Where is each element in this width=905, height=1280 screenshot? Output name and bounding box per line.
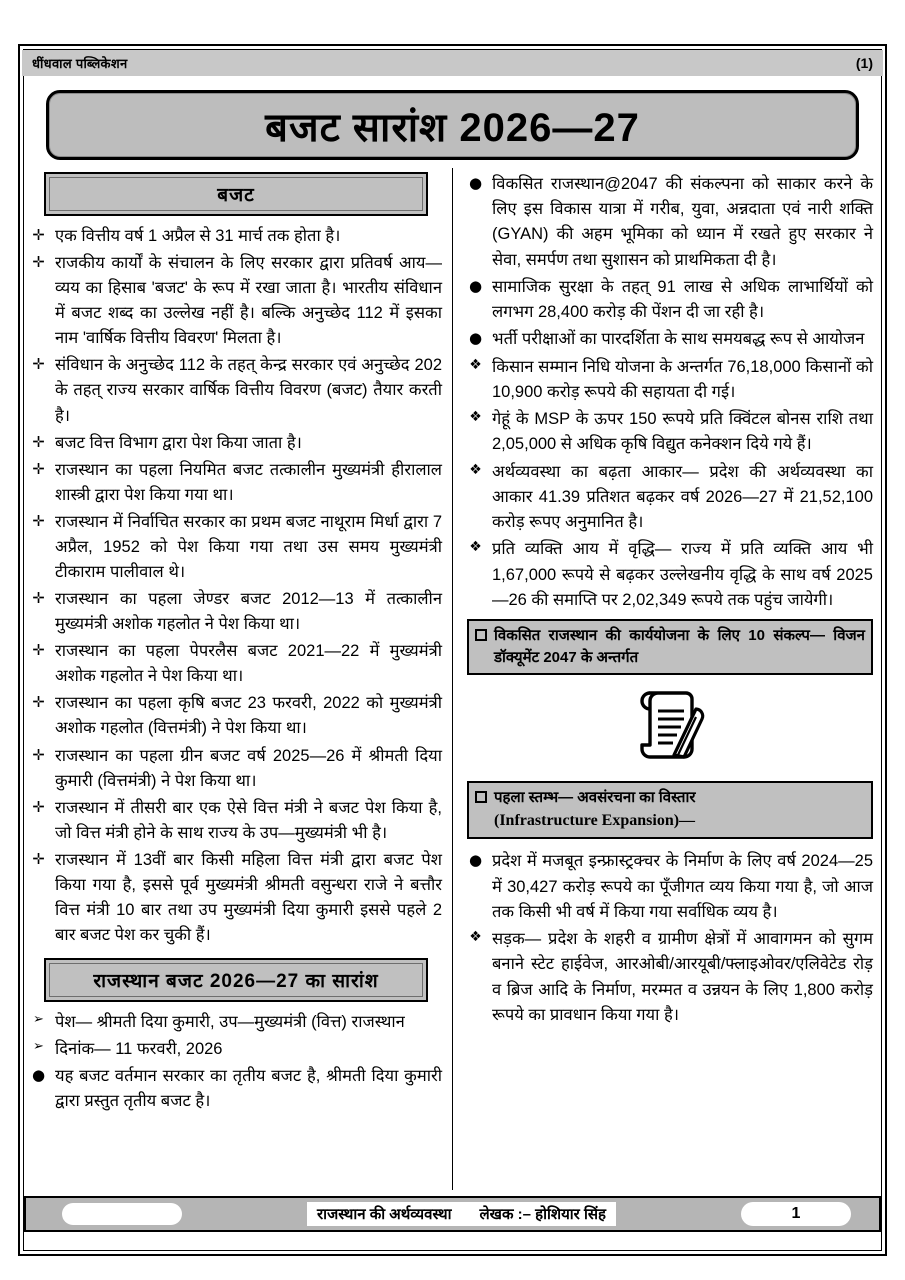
list-item bbox=[467, 537, 873, 613]
star-bullet-icon: ✛ bbox=[32, 355, 45, 374]
list-item-text: प्रति व्यक्ति आय में वृद्धि— राज्य में प्रति व्यक्ति आय भी 1,67,000 रूपये से बढ़कर उल्लेखनीय वृद्धि के साथ वर्ष 2025—26 की समाप्ति पर 2,02,349 रूपये तक पहुंच जायेगी। bbox=[492, 540, 873, 609]
list-item bbox=[30, 639, 442, 689]
list-item-text: राजस्थान का पहला ग्रीन बजट वर्ष 2025—26 में श्रीमती दिया कुमारी (वित्तमंत्री) ने पेश किया था। bbox=[55, 746, 442, 790]
right-column bbox=[452, 168, 881, 1190]
petal-bullet-icon: ❖ bbox=[469, 461, 482, 478]
list-item bbox=[30, 691, 442, 741]
list-item bbox=[30, 431, 442, 456]
list-item-text: राजस्थान का पहला पेपरलैस बजट 2021—22 में मुख्यमंत्री अशोक गहलोत ने पेश किया था। bbox=[55, 642, 442, 686]
footer-author: लेखक :– होशियार सिंह bbox=[462, 1202, 616, 1226]
arrow-bullet-icon: ➢ bbox=[33, 1012, 44, 1028]
footer-left-pill bbox=[62, 1203, 182, 1225]
footer-page-number: 1 bbox=[741, 1202, 851, 1226]
list-item-text: बजट वित्त विभाग द्वारा पेश किया जाता है। bbox=[55, 433, 302, 452]
list-item-text: संविधान के अनुच्छेद 112 के तहत् केन्द्र सरकार एवं अनुच्छेद 202 के तहत् राज्य सरकार वार्षिक वित्तीय विवरण (बजट) तैयार करती है। bbox=[55, 356, 442, 425]
list-item-text: राजकीय कार्यों के संचालन के लिए सरकार द्वारा प्रतिवर्ष आय—व्यय का हिसाब 'बजट' के रूप में रखा जाता है। भारतीय संविधान में बजट शब्द का उल्लेख नहीं है। बल्कि अनुच्छेद 112 में इसका नाम 'वार्षिक वित्तीय विवरण' मिलता है। bbox=[55, 254, 442, 348]
square-bullet-icon bbox=[475, 629, 487, 641]
list-item-text: राजस्थान में तीसरी बार एक ऐसे वित्त मंत्री ने बजट पेश किया है, जो वित्त मंत्री होने के साथ राज्य के उप—मुख्यमंत्री भी है। bbox=[55, 798, 442, 842]
square-bullet-icon-2 bbox=[475, 791, 487, 803]
arrow-bullet-icon: ➢ bbox=[33, 1039, 44, 1055]
star-bullet-icon: ✛ bbox=[32, 589, 45, 608]
pillar-bullet-list bbox=[467, 849, 873, 1028]
list-item bbox=[30, 796, 442, 846]
list-item bbox=[30, 848, 442, 948]
list-item bbox=[467, 172, 873, 273]
two-column-body bbox=[24, 168, 881, 1190]
chapter-title-banner bbox=[46, 90, 859, 160]
section-heading-summary-label: राजस्थान बजट 2026—27 का सारांश bbox=[49, 963, 423, 997]
footer-center-group bbox=[182, 1202, 741, 1226]
list-item bbox=[467, 355, 873, 405]
left-summary-list bbox=[30, 1010, 442, 1114]
petal-bullet-icon: ❖ bbox=[469, 356, 482, 373]
list-item bbox=[30, 353, 442, 428]
section-heading-summary bbox=[44, 958, 428, 1002]
star-bullet-icon: ✛ bbox=[32, 432, 45, 451]
dot-bullet-icon: ● bbox=[468, 276, 483, 295]
star-bullet-icon: ✛ bbox=[32, 253, 45, 272]
list-item bbox=[30, 1064, 442, 1114]
footer-book-title: राजस्थान की अर्थव्यवस्था bbox=[307, 1202, 461, 1226]
star-bullet-icon: ✛ bbox=[32, 226, 45, 244]
list-item bbox=[30, 251, 442, 351]
star-bullet-icon: ✛ bbox=[32, 459, 45, 478]
scroll-with-quill-icon bbox=[467, 685, 873, 769]
left-column bbox=[24, 168, 452, 1190]
list-item bbox=[30, 1010, 442, 1035]
list-item-text: सड़क— प्रदेश के शहरी व ग्रामीण क्षेत्रों में आवागमन को सुगम बनाने स्टेट हाईवेज, आरओबी/आरयूबी/फ्लाइओवर/एलिवेटेड रोड़ व ब्रिज आदि के निर्माण, मरम्मत व उन्नयन के लिए 1,800 करोड़ रूपये का प्रावधान किया गया है। bbox=[492, 930, 873, 1024]
list-item bbox=[30, 587, 442, 637]
list-item bbox=[30, 224, 442, 249]
section-heading-budget-label: बजट bbox=[49, 177, 423, 211]
star-bullet-icon: ✛ bbox=[32, 511, 45, 530]
list-item bbox=[467, 460, 873, 536]
dot-bullet-icon: ● bbox=[31, 1066, 46, 1085]
callout-pillar-one bbox=[467, 781, 873, 839]
list-item-text: राजस्थान का पहला नियमित बजट तत्कालीन मुख्यमंत्री हीरालाल शास्त्री द्वारा पेश किया गया था। bbox=[55, 460, 442, 504]
star-bullet-icon: ✛ bbox=[32, 849, 45, 868]
right-bullet-list bbox=[467, 172, 873, 613]
list-item-text: किसान सम्मान निधि योजना के अन्तर्गत 76,18,000 किसानों को 10,900 करोड़ रूपये की सहायता दी गई। bbox=[492, 357, 873, 401]
list-item bbox=[30, 510, 442, 585]
page-footer bbox=[24, 1196, 881, 1232]
list-item-text: गेहूं के MSP के ऊपर 150 रूपये प्रति क्विंटल बोनस राशि तथा 2,05,000 से अधिक कृषि विद्युत कनेक्शन दिये गये हैं। bbox=[492, 410, 873, 454]
list-item-text: विकसित राजस्थान@2047 की संकल्पना को साकार करने के लिए इस विकास यात्रा में गरीब, युवा, अन्नदाता एवं नारी शक्ति (GYAN) की अहम भूमिका को ध्यान में रखते हुए सरकार ने सेवा, समर्पण तथा सुशासन को प्राथमिकता दी है। bbox=[492, 175, 873, 269]
list-item-text: अर्थव्यवस्था का बढ़ता आकार— प्रदेश की अर्थव्यवस्था का आकार 41.39 प्रतिशत बढ़कर वर्ष 2026—27 में 21,52,100 करोड़ रूपए अनुमानित है। bbox=[492, 462, 873, 532]
callout-pillar-hindi: पहला स्तम्भ— अवसंरचना का विस्तार bbox=[494, 789, 696, 807]
list-item-text: यह बजट वर्तमान सरकार का तृतीय बजट है, श्रीमती दिया कुमारी द्वारा प्रस्तुत तृतीय बजट है। bbox=[55, 1067, 442, 1111]
dot-bullet-icon: ● bbox=[468, 174, 483, 192]
dot-bullet-icon: ● bbox=[468, 851, 483, 870]
list-item bbox=[467, 927, 873, 1028]
star-bullet-icon: ✛ bbox=[32, 693, 45, 712]
petal-bullet-icon: ❖ bbox=[469, 539, 482, 556]
callout-vision-2047 bbox=[467, 619, 873, 676]
list-item-text: पेश— श्रीमती दिया कुमारी, उप—मुख्यमंत्री (वित्त) राजस्थान bbox=[55, 1013, 405, 1032]
list-item-text: सामाजिक सुरक्षा के तहत् 91 लाख से अधिक लाभार्थियों को लगभग 28,400 करोड़ की पेंशन दी जा रही है। bbox=[492, 277, 873, 322]
list-item bbox=[30, 458, 442, 508]
list-item-text: भर्ती परीक्षाओं का पारदर्शिता के साथ समयबद्ध रूप से आयोजन bbox=[492, 330, 865, 349]
left-bullet-list bbox=[30, 224, 442, 948]
list-item-text: राजस्थान में निर्वाचित सरकार का प्रथम बजट नाथूराम मिर्धा द्वारा 7 अप्रैल, 1952 को पेश किया गया तथा उस समय मुख्यमंत्री टीकाराम पालीवाल थे। bbox=[55, 512, 442, 582]
callout-pillar-text bbox=[494, 787, 865, 832]
star-bullet-icon: ✛ bbox=[32, 745, 45, 764]
list-item bbox=[30, 1037, 442, 1062]
petal-bullet-icon: ❖ bbox=[469, 409, 482, 426]
list-item-text: राजस्थान में 13वीं बार किसी महिला वित्त मंत्री द्वारा बजट पेश किया गया है, इससे पूर्व मुख्यमंत्री श्रीमती वसुन्धरा राजे ने बत्तौर वित्त मंत्री 10 बार तथा उप मुख्यमंत्री दिया कुमारी इससे पहले 2 बार बजट पेश कर चुकी हैं। bbox=[55, 850, 442, 945]
section-heading-budget bbox=[44, 172, 428, 216]
dot-bullet-icon: ● bbox=[468, 329, 483, 348]
publisher-name: धींधवाल पब्लिकेशन bbox=[32, 56, 128, 71]
list-item-text: राजस्थान का पहला जेण्डर बजट 2012—13 में तत्कालीन मुख्यमंत्री अशोक गहलोत ने पेश किया था। bbox=[55, 590, 442, 634]
list-item bbox=[30, 744, 442, 794]
callout-vision-text: विकसित राजस्थान की कार्ययोजना के लिए 10 संकल्प— विजन डॉक्यूमेंट 2047 के अन्तर्गत bbox=[494, 626, 865, 666]
header-page-marker: (1) bbox=[855, 55, 873, 71]
list-item-text: दिनांक— 11 फरवरी, 2026 bbox=[55, 1040, 223, 1059]
petal-bullet-icon: ❖ bbox=[469, 929, 482, 946]
list-item-text: प्रदेश में मजबूत इन्फ्रास्ट्रक्चर के निर्माण के लिए वर्ष 2024—25 में 30,427 करोड़ रूपये का पूँजीगत व्यय किया गया है, जो आज तक किसी भी वर्ष में किया गया सर्वाधिक व्यय है। bbox=[492, 852, 873, 921]
star-bullet-icon: ✛ bbox=[32, 797, 45, 816]
star-bullet-icon: ✛ bbox=[32, 641, 45, 660]
list-item bbox=[467, 327, 873, 352]
list-item bbox=[467, 275, 873, 325]
list-item bbox=[467, 407, 873, 457]
list-item bbox=[467, 849, 873, 925]
list-item-text: एक वित्तीय वर्ष 1 अप्रैल से 31 मार्च तक होता है। bbox=[55, 227, 341, 245]
page-title: बजट सारांश 2026—27 bbox=[265, 105, 640, 150]
callout-pillar-english: (Infrastructure Expansion)— bbox=[494, 812, 696, 830]
list-item-text: राजस्थान का पहला कृषि बजट 23 फरवरी, 2022 को मुख्यमंत्री अशोक गहलोत (वित्तमंत्री) ने पेश किया था। bbox=[55, 694, 442, 738]
running-header bbox=[22, 50, 883, 76]
